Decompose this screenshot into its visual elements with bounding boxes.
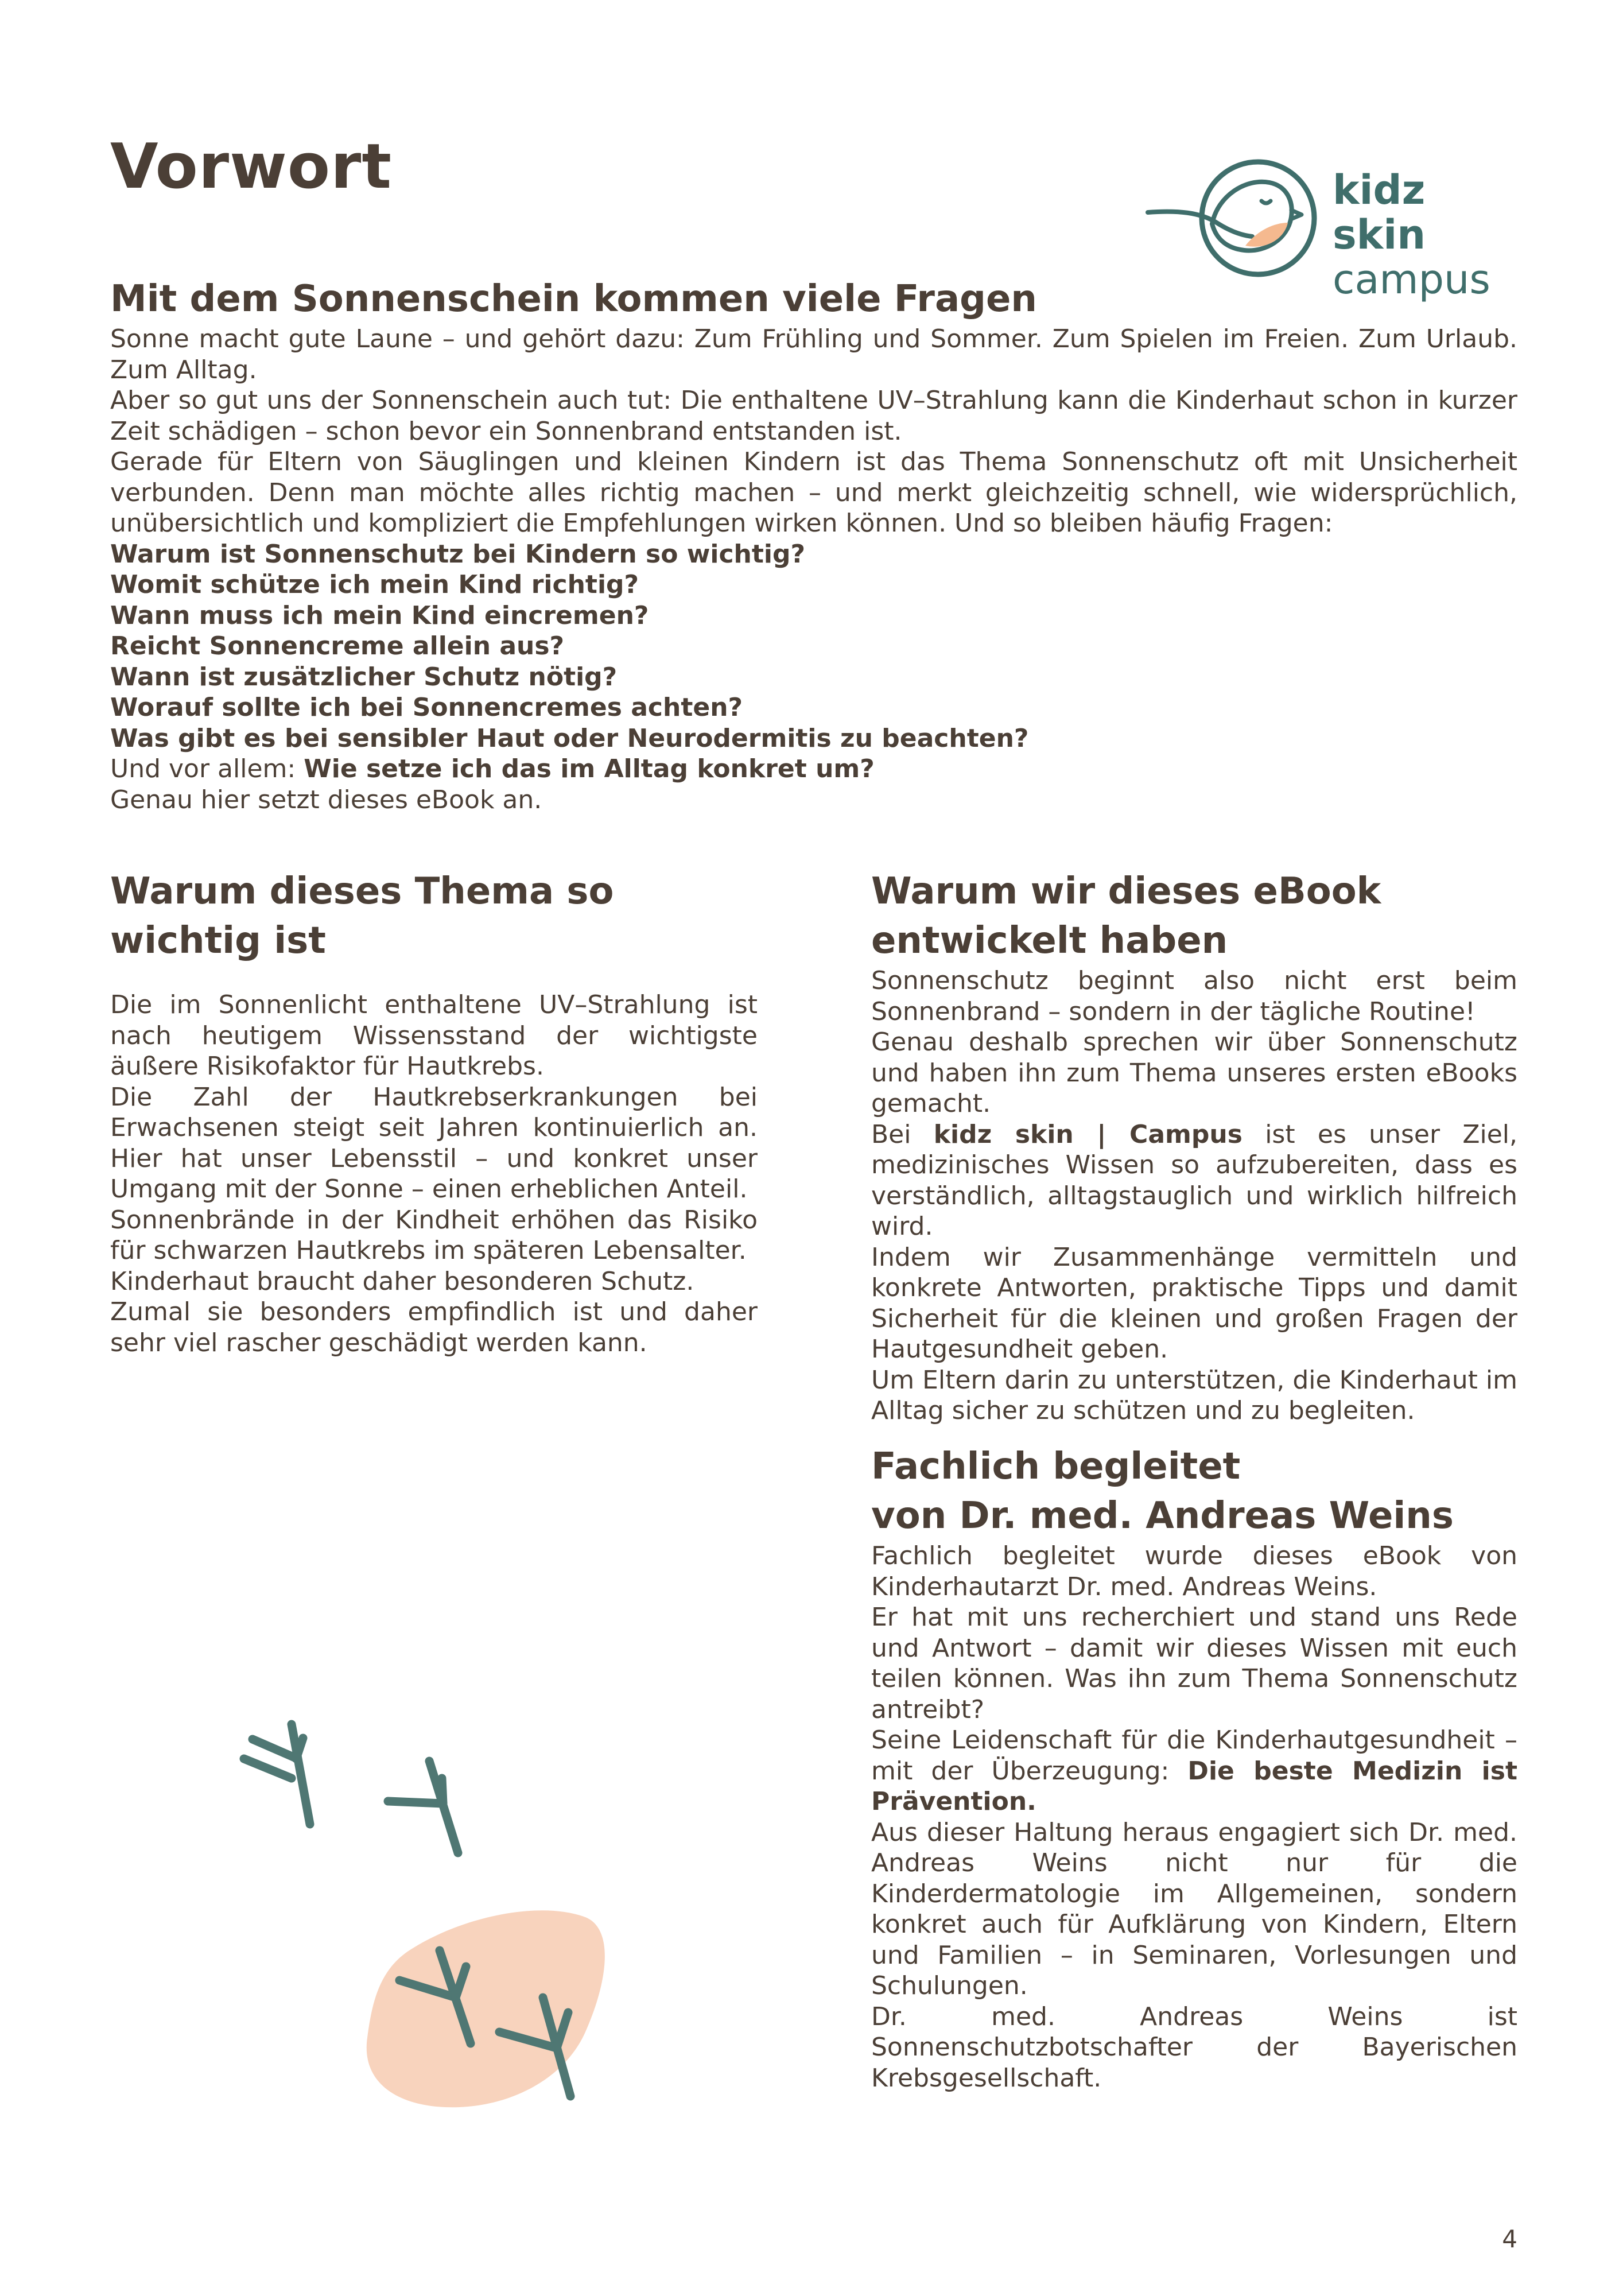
page-number: 4 [1502,2225,1517,2253]
expert-paragraph-2: Er hat mit uns recherchiert und stand uns Rede und Antwort – damit wir dieses Wissen mit euch teilen können. Was ihn zum Thema Sonnenschutz antreibt? [871,1603,1517,1724]
intro-last-question-bold: Wie setze ich das im Alltag konkret um? [304,754,875,784]
why-ebook-paragraph-2: Genau deshalb sprechen wir über Sonnenschutz und haben ihn zum Thema unseres ersten eBooks gemacht. [871,1027,1517,1118]
why-topic-paragraph: Die Zahl der Hautkrebserkrankungen bei Erwachsenen steigt seit Jahren kontinuierlich an. Hier hat unser Lebensstil – und konkret unser Umgang mit der Sonne – einen erheblichen Anteil. [110,1082,758,1204]
brand-name: kidz skin | Campus [933,1119,1243,1149]
intro-paragraph-1: Sonne macht gute Laune – und gehört dazu: Zum Frühling und Sommer. Zum Spielen im Freien. Zum Urlaub. Zum Alltag. [110,324,1517,385]
intro-question: Wann muss ich mein Kind eincremen? [110,600,649,630]
intro-heading: Mit dem Sonnenschein kommen viele Fragen [110,278,1037,320]
why-ebook-paragraph-1: Sonnenschutz beginnt also nicht erst beim Sonnenbrand – sondern in der tägliche Routine! [871,966,1517,1026]
why-ebook-paragraph-4: Indem wir Zusammenhänge vermitteln und konkrete Antworten, praktische Tipps und damit Sicherheit für die kleinen und großen Fragen der Hautgesundheit geben. [871,1242,1517,1364]
why-ebook-p3-prefix: Bei [871,1119,934,1149]
expert-p3-bold: Die beste Medizin ist Prävention. [871,1756,1517,1816]
why-topic-paragraph: Kinderhaut braucht daher besonderen Schutz. [110,1266,694,1296]
intro-question: Warum ist Sonnenschutz bei Kindern so wichtig? [110,539,806,569]
intro-question: Worauf sollte ich bei Sonnencremes achten? [110,693,743,722]
intro-question: Reicht Sonnencreme allein aus? [110,631,565,661]
intro-last-question [110,754,1517,785]
expert-paragraph-5: Dr. med. Andreas Weins ist Sonnenschutzbotschafter der Bayerischen Krebsgesellschaft. [871,2002,1517,2093]
page-title: Vorwort [110,131,392,203]
intro-question: Wann ist zusätzlicher Schutz nötig? [110,662,618,692]
logo-line-2: campus [1333,256,1490,303]
intro-last-question-prefix: Und vor allem: [110,754,304,784]
intro-paragraph-2: Aber so gut uns der Sonnenschein auch tut: Die enthaltene UV–Strahlung kann die Kinderhaut schon in kurzer Zeit schädigen – schon bevor ein Sonnenbrand entstanden ist. [110,386,1517,446]
bird-logo-icon [1143,155,1327,281]
intro-paragraph-3: Gerade für Eltern von Säuglingen und kleinen Kindern ist das Thema Sonnenschutz oft mit Unsicherheit verbunden. Denn man möchte alles richtig machen – und merkt gleichzeitig schnell, wie widersprüchlich, unübersichtlich und kompliziert die Empfehlungen wirken können. Und so bleiben häufig Fragen: [110,447,1517,538]
intro-closing: Genau hier setzt dieses eBook an. [110,785,542,815]
expert-heading-line-1: Fachlich begleitet [871,1445,1241,1488]
expert-paragraph-4: Aus dieser Haltung heraus engagiert sich Dr. med. Andreas Weins nicht nur für die Kinderdermatologie im Allgemeinen, sondern konkret auch für Aufklärung von Kindern, Eltern und Familien – in Seminaren, Vorlesungen und Schulungen. [871,1817,1517,2000]
expert-p3-prefix: Seine Leidenschaft für die Kinderhautgesundheit – mit der Überzeugung: [871,1725,1517,1786]
why-ebook-section [871,867,1517,1426]
why-topic-paragraph: Zumal sie besonders empfindlich ist und daher sehr viel rascher geschädigt werden kann. [110,1297,758,1358]
why-topic-paragraph: Sonnenbrände in der Kindheit erhöhen das Risiko für schwarzen Hautkrebs im späteren Lebensalter. [110,1205,758,1265]
why-topic-paragraph: Die im Sonnenlicht enthaltene UV–Strahlung ist nach heutigem Wissensstand der wichtigste äußere Risikofaktor für Hautkrebs. [110,990,758,1081]
intro-question: Womit schütze ich mein Kind richtig? [110,570,639,599]
why-topic-section [110,867,758,1358]
why-ebook-heading: Warum wir dieses eBook entwickelt haben [871,870,1381,962]
why-ebook-paragraph-3 [871,1119,1517,1242]
why-topic-heading: Warum dieses Thema so wichtig ist [110,870,614,962]
expert-paragraph-3 [871,1725,1517,1817]
expert-paragraph-1: Fachlich begleitet wurde dieses eBook von Kinderhautarzt Dr. med. Andreas Weins. [871,1541,1517,1601]
expert-heading-line-2: von Dr. med. Andreas Weins [871,1495,1454,1537]
bird-footprints-icon [218,1711,643,2135]
intro-section [110,274,1517,815]
why-ebook-paragraph-5: Um Eltern darin zu unterstützen, die Kinderhaut im Alltag sicher zu schützen und zu begleiten. [871,1365,1517,1425]
why-ebook-p3-suffix: ist es unser Ziel, medizinisches Wissen so aufzubereiten, dass es verständlich, alltagstauglich und wirklich hilfreich wird. [871,1119,1517,1241]
intro-question: Was gibt es bei sensibler Haut oder Neurodermitis zu beachten? [110,723,1029,753]
logo-line-1: kidz skin [1333,166,1426,258]
kidz-skin-campus-logo [1143,155,1516,303]
expert-section [871,1442,1517,2093]
